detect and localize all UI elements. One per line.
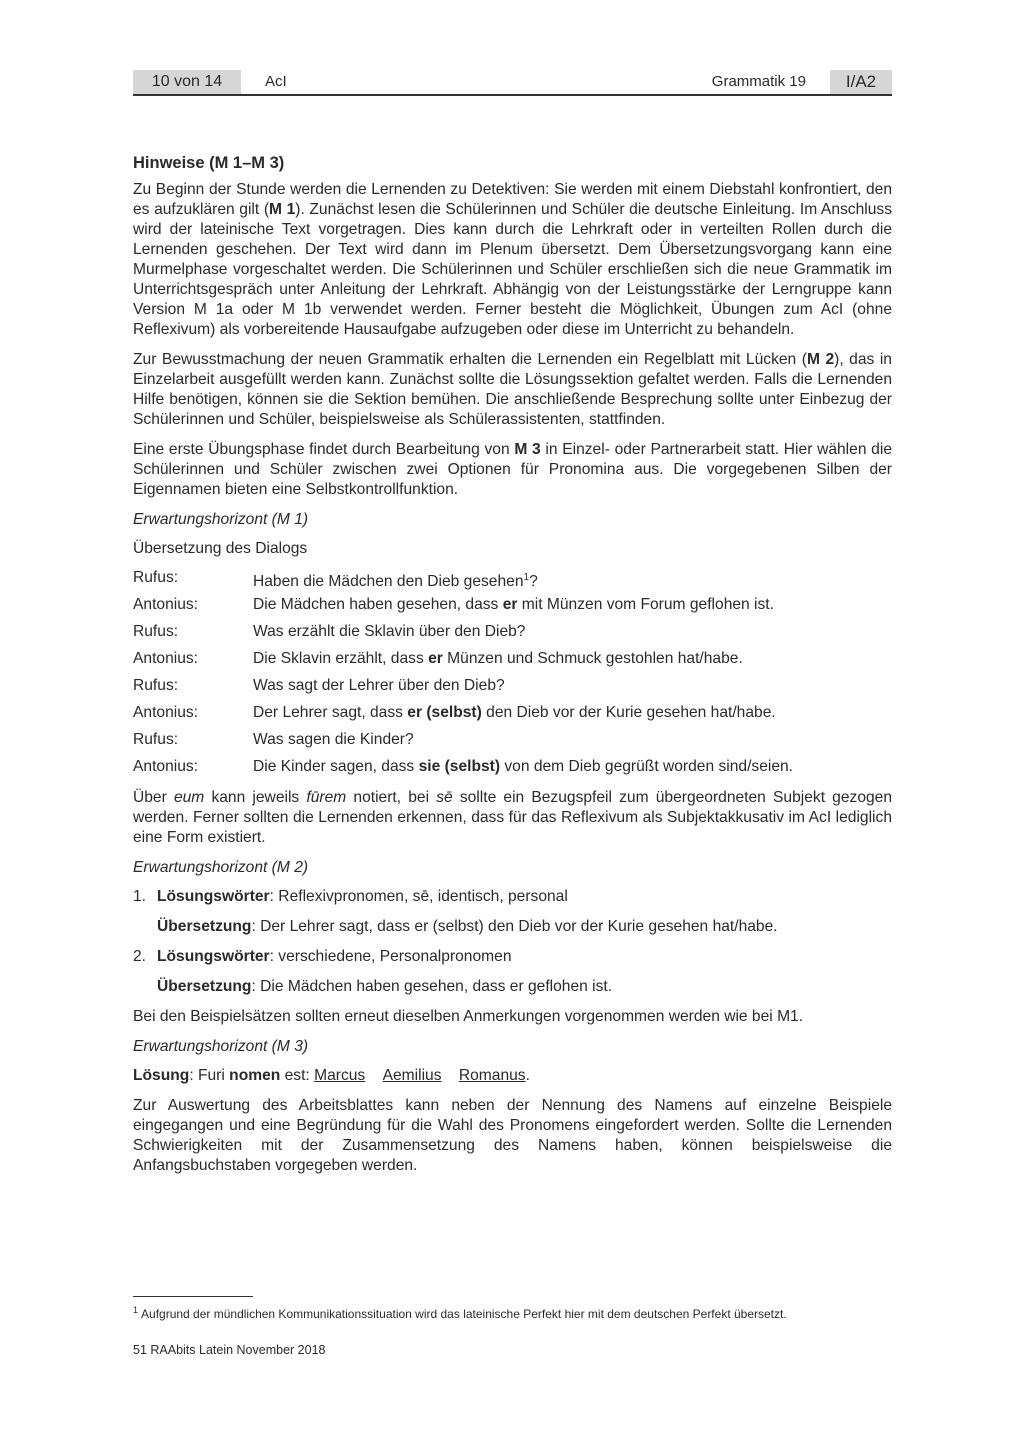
list-item-translation: Übersetzung: Der Lehrer sagt, dass er (selbst) den Dieb vor der Kurie gesehen hat/habe. — [157, 918, 778, 935]
dialog-line — [133, 730, 892, 757]
topic-label: AcI — [265, 73, 287, 90]
footnote-marker: 1 — [523, 572, 530, 583]
unit-label: I/A2 — [830, 70, 892, 94]
speaker: Antonius: — [133, 758, 199, 775]
dialog-line — [133, 595, 892, 622]
paragraph-m3: Eine erste Übungsphase findet durch Bearbeitung von M 3 in Einzel- oder Partnerarbeit statt. Hier wählen die Schülerinnen und Schüler zwischen zwei Optionen für Pronomina aus. Die vorgegebenen Silben der Eigennamen bieten eine Selbstkontrollfunktion. — [133, 441, 892, 498]
m3-note: Zur Auswertung des Arbeitsblattes kann neben der Nennung des Namens auf einzelne Beispiele eingegangen und eine Begründung für die Wahl des Pronomens eingefordert werden. Sollte die Lernenden Schwierigkeiten mit der Zusammensetzung des Namens haben, können beispielsweise die Anfangsbuchstaben vorgegeben werden. — [133, 1097, 892, 1174]
m3-solution: Lösung: Furi nomen est: Marcus Aemilius Romanus. — [133, 1067, 530, 1084]
header-rule — [133, 94, 892, 96]
footnote-rule — [133, 1296, 253, 1297]
m3-heading: Erwartungshorizont (M 3) — [133, 1038, 309, 1055]
list-item-translation: Übersetzung: Die Mädchen haben gesehen, dass er geflohen ist. — [157, 978, 613, 995]
page-number: 10 von 14 — [133, 70, 241, 94]
dialog-text: Die Mädchen haben gesehen, dass er mit Münzen vom Forum geflohen ist. — [253, 596, 774, 613]
speaker: Antonius: — [133, 704, 199, 721]
dialog-text: Haben die Mädchen den Dieb gesehen$^1$? — [253, 572, 538, 591]
dialog-line — [133, 676, 892, 703]
speaker: Antonius: — [133, 650, 199, 667]
dialog-line — [133, 703, 892, 730]
speaker: Rufus: — [133, 623, 179, 640]
dialog-text: Was sagen die Kinder? — [253, 731, 414, 748]
dialog-text: Der Lehrer sagt, dass er (selbst) den Dieb vor der Kurie gesehen hat/habe. — [253, 704, 776, 721]
source-line: 51 RAAbits Latein November 2018 — [133, 1343, 326, 1357]
m1-heading: Erwartungshorizont (M 1) — [133, 511, 309, 528]
page-header — [133, 70, 892, 96]
dialog-line — [133, 757, 892, 784]
paragraph-m2: Zur Bewusstmachung der neuen Grammatik erhalten die Lernenden ein Regelblatt mit Lücken (M 2), das in Einzelarbeit ausgefüllt werden kann. Zunächst sollte die Lösungssektion gefaltet werden. Falls die Lernenden Hilfe benötigen, können sie die Sektion bemühen. Die anschließende Besprechung sollte unter Einbezug der Schülerinnen und Schüler, beispielsweise als Schülerassistenten, stattfinden. — [133, 351, 892, 428]
footnote: $^1$ Aufgrund der mündlichen Kommunikationssituation wird das lateinische Perfekt hier mit dem deutschen Perfekt übersetzt. — [133, 1305, 787, 1321]
speaker: Rufus: — [133, 731, 179, 748]
speaker: Antonius: — [133, 596, 199, 613]
m2-heading: Erwartungshorizont (M 2) — [133, 859, 309, 876]
paragraph-intro: Zu Beginn der Stunde werden die Lernenden zu Detektiven: Sie werden mit einem Diebstahl konfrontiert, den es aufzuklären gilt (M 1). Zunächst lesen die Schülerinnen und Schüler die deutsche Einleitung. Im Anschluss wird der lateinische Text vorgetragen. Dies kann durch die Lehrkraft oder in verteilten Rollen durch die Lernenden geschehen. Der Text wird dann im Plenum übersetzt. Dem Übersetzungsvorgang kann eine Murmelphase vorgeschaltet werden. Die Schülerinnen und Schüler erschließen sich die neue Grammatik im Unterrichtsgespräch unter Anleitung der Lehrkraft. Abhängig von der Leistungsstärke der Lerngruppe kann Version M 1a oder M 1b verwendet werden. Ferner besteht die Möglichkeit, Übungen zum AcI (ohne Reflexivum) als vorbereitende Hausaufgabe aufzugeben oder diese im Unterricht zu behandeln. — [133, 181, 892, 338]
speaker: Rufus: — [133, 677, 179, 694]
m1-note: Über eum kann jeweils fūrem notiert, bei sē sollte ein Bezugspfeil zum übergeordneten Subjekt gezogen werden. Ferner sollten die Lernenden erkennen, dass für das Reflexivum als Subjektakkusativ im AcI lediglich eine Form existiert. — [133, 789, 893, 846]
m1-subheading: Übersetzung des Dialogs — [133, 540, 308, 557]
m2-note: Bei den Beispielsätzen sollten erneut dieselben Anmerkungen vorgenommen werden wie bei M1. — [133, 1008, 804, 1025]
dialog-text: Die Sklavin erzählt, dass er Münzen und Schmuck gestohlen hat/habe. — [253, 650, 743, 667]
dialog-line — [133, 649, 892, 676]
dialog-text: Was sagt der Lehrer über den Dieb? — [253, 677, 505, 694]
series-label: Grammatik 19 — [711, 73, 806, 90]
list-item: 2. Lösungswörter: verschiedene, Personalpronomen — [133, 948, 512, 965]
dialog-text: Was erzählt die Sklavin über den Dieb? — [253, 623, 526, 640]
speaker: Rufus: — [133, 569, 179, 586]
section-title: Hinweise (M 1–M 3) — [133, 154, 285, 172]
dialog-line — [133, 622, 892, 649]
dialog-line — [133, 568, 892, 595]
list-item: 1. Lösungswörter: Reflexivpronomen, sē, identisch, personal — [133, 888, 568, 905]
dialog-text: Die Kinder sagen, dass sie (selbst) von dem Dieb gegrüßt worden sind/seien. — [253, 758, 794, 775]
dialog — [133, 568, 892, 784]
main-content — [133, 152, 892, 1186]
